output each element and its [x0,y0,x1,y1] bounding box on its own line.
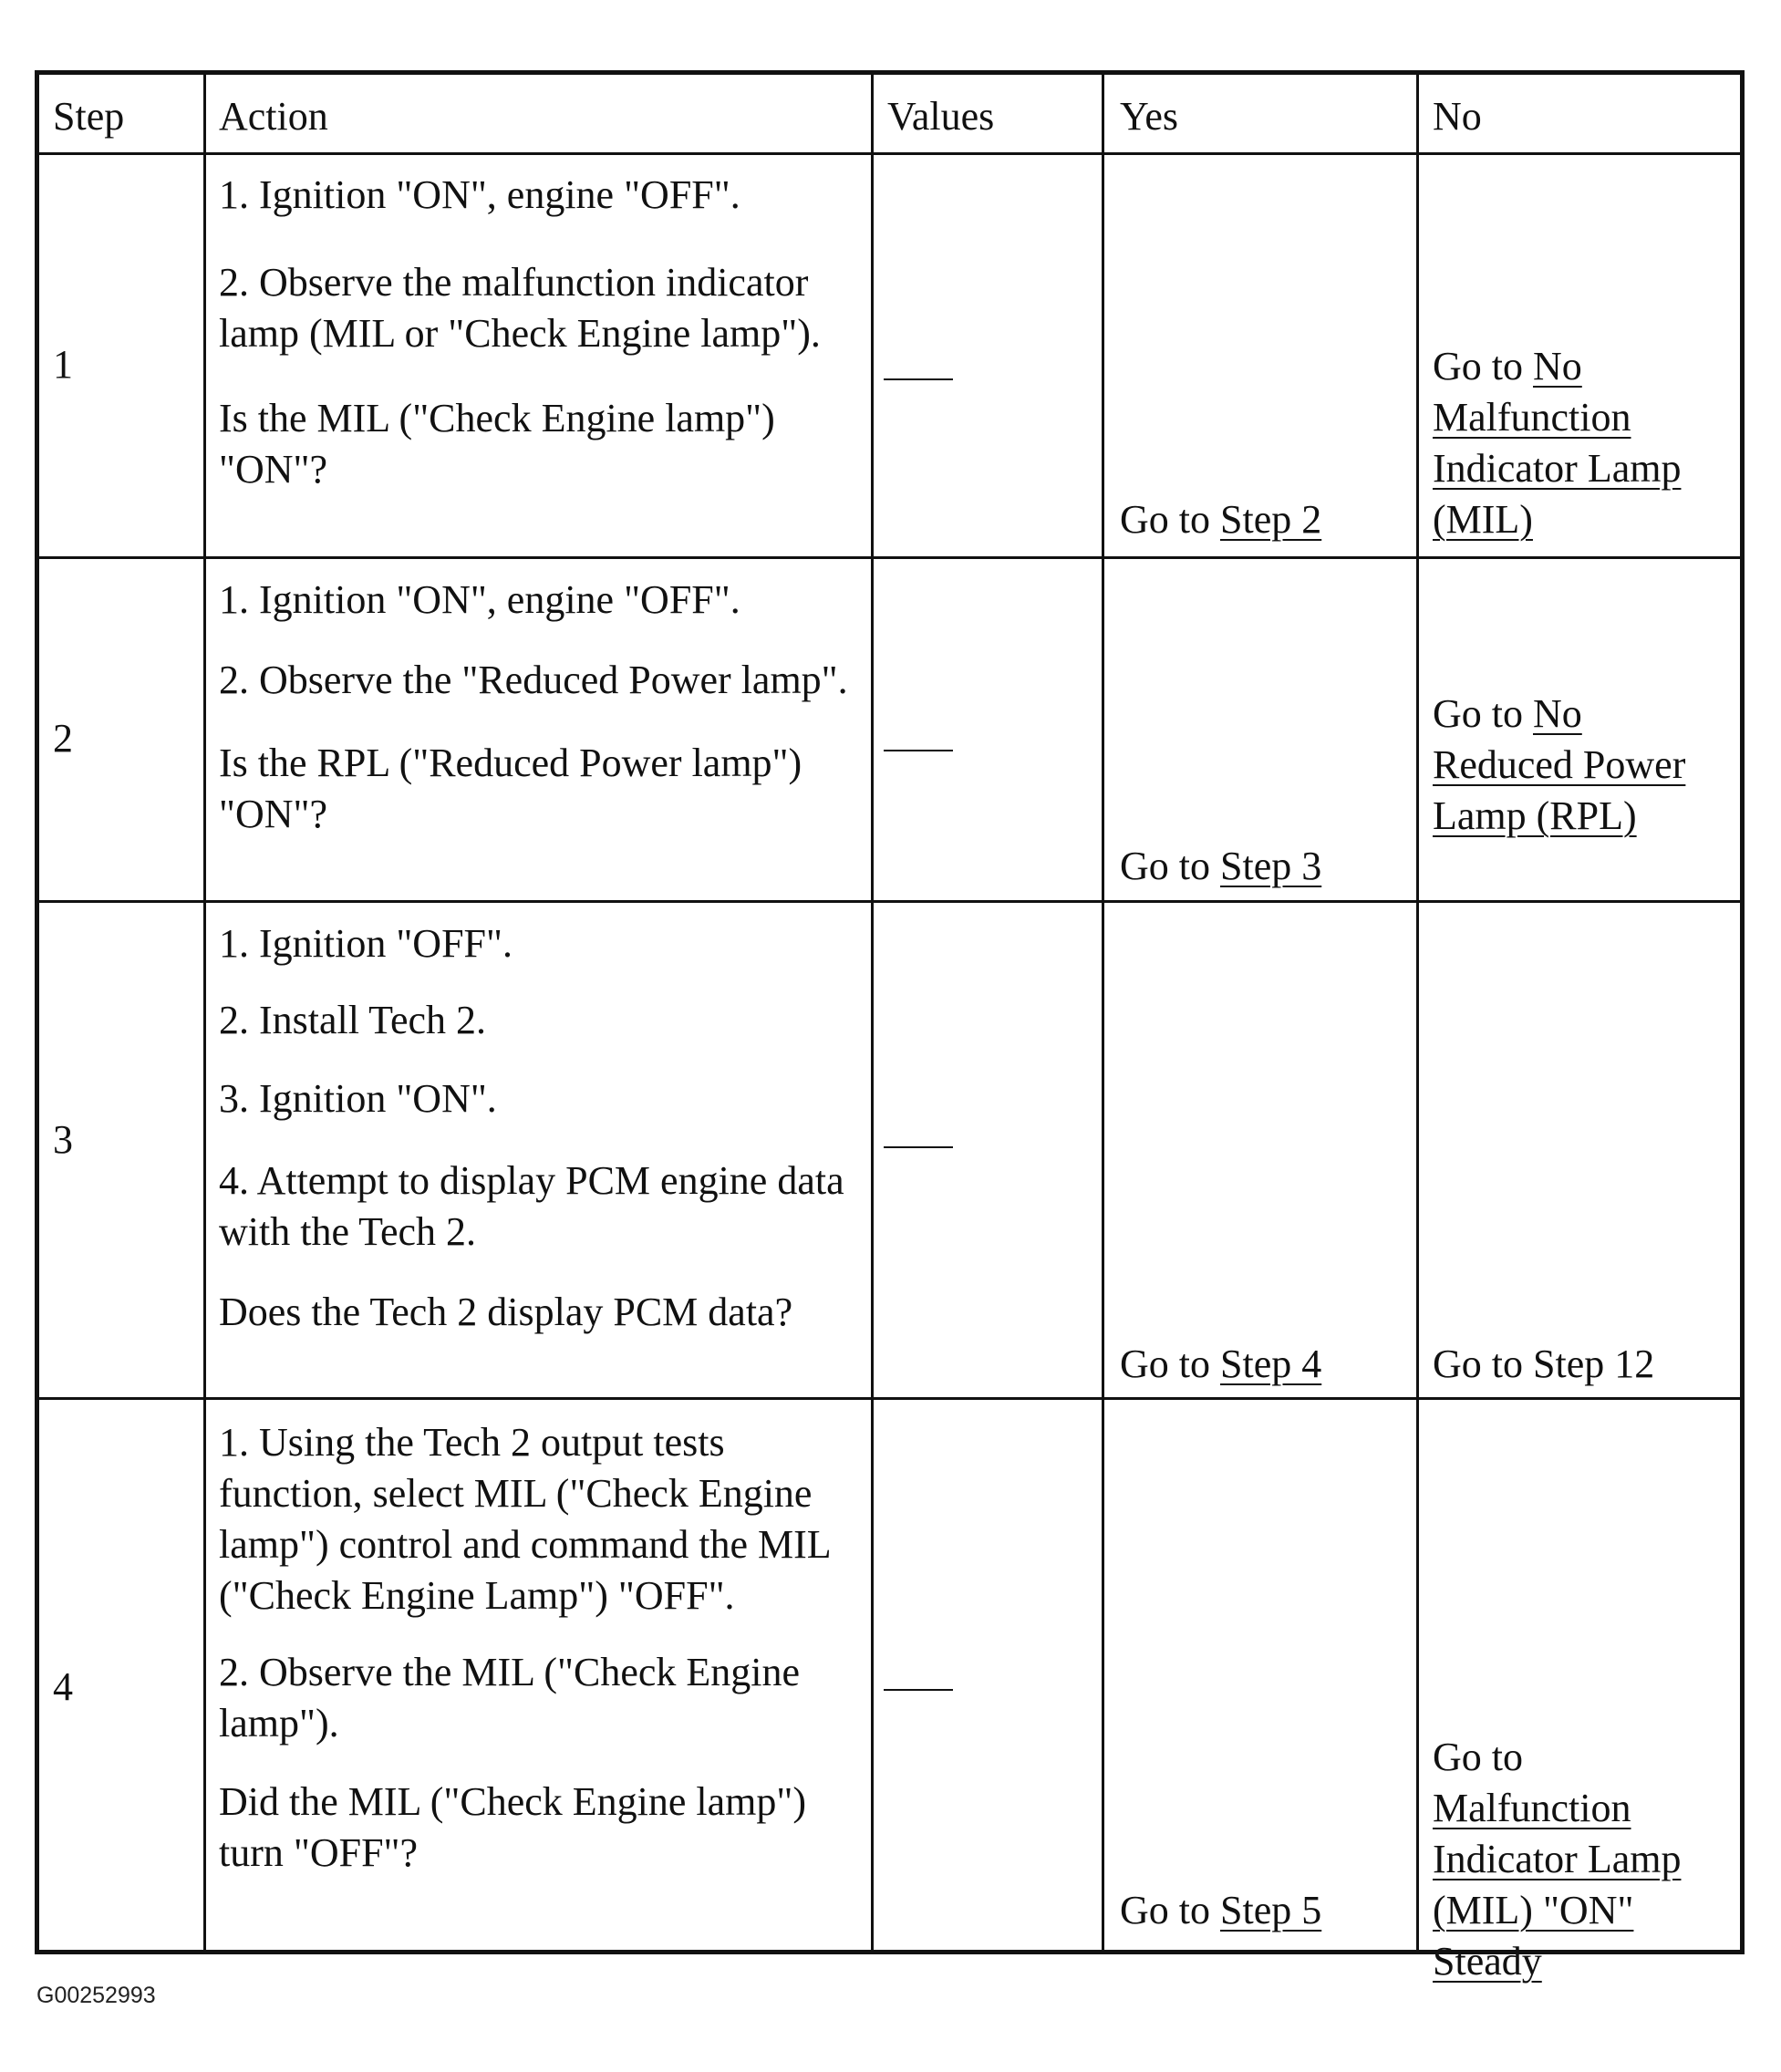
action-line: 3. Ignition "ON". [219,1076,497,1121]
action-line: 1. Ignition "ON", engine "OFF". [219,577,740,622]
yes-link[interactable]: Step 3 [1220,844,1322,888]
row-divider [39,900,1740,903]
yes-cell [1120,841,1321,892]
no-value-dash [884,378,953,380]
yes-link[interactable]: Step 4 [1220,1342,1322,1386]
no-prefix: Go to [1433,691,1533,736]
no-link[interactable]: Malfunction Indicator Lamp (MIL) "ON" Steady [1433,1786,1682,1984]
action-line: 1. Using the Tech 2 output tests function, select MIL ("Check Engine lamp") control and command the MIL ("Check Engine Lamp") "OFF". [219,1420,831,1618]
figure-code: G00252993 [36,1983,156,2008]
yes-cell [1120,1885,1321,1936]
action-question: Is the MIL ("Check Engine lamp") "ON"? [219,396,775,492]
row-divider [39,152,1740,155]
no-cell [1433,1732,1734,1987]
no-link[interactable]: No Malfunction Indicator Lamp (MIL) [1433,344,1682,542]
yes-link[interactable]: Step 2 [1220,497,1322,542]
yes-link[interactable]: Step 5 [1220,1888,1322,1932]
no-value-dash [884,750,953,751]
no-cell [1433,689,1706,842]
step-number: 1 [53,342,73,387]
no-cell [1433,341,1743,545]
col-divider [871,75,874,1950]
action-line: 1. Ignition "ON", engine "OFF". [219,172,740,217]
action-line: 2. Observe the MIL ("Check Engine lamp"). [219,1650,801,1746]
no-prefix: Go to [1433,344,1533,388]
yes-prefix: Go to [1120,1888,1220,1932]
yes-prefix: Go to [1120,1342,1220,1386]
col-divider [1102,75,1104,1950]
action-line: 1. Ignition "OFF". [219,921,513,966]
yes-prefix: Go to [1120,497,1220,542]
col-divider [1416,75,1419,1950]
no-value-dash [884,1689,953,1691]
header-no: No [1433,94,1482,139]
action-cell [219,918,857,1338]
action-line: 2. Observe the malfunction indicator lamp (MIL or "Check Engine lamp"). [219,260,821,356]
step-number: 3 [53,1117,73,1162]
action-question: Did the MIL ("Check Engine lamp") turn "OFF"? [219,1779,807,1875]
row-divider [39,556,1740,559]
header-values: Values [887,94,995,139]
no-text: Go to Step 12 [1433,1342,1655,1386]
diagnostic-table [35,70,1745,1984]
action-line: 2. Install Tech 2. [219,998,487,1042]
action-line: 4. Attempt to display PCM engine data with the Tech 2. [219,1158,844,1254]
step-number: 2 [53,716,73,761]
no-cell [1433,1339,1654,1390]
action-line: 2. Observe the "Reduced Power lamp". [219,658,848,702]
action-cell [219,170,857,495]
header-step: Step [53,94,125,139]
action-cell [219,575,857,840]
action-question: Is the RPL ("Reduced Power lamp") "ON"? [219,741,802,836]
no-value-dash [884,1146,953,1148]
col-divider [203,75,206,1950]
no-prefix: Go to [1433,1735,1523,1779]
no-link[interactable]: No Reduced Power Lamp (RPL) [1433,691,1686,838]
yes-cell [1120,1339,1321,1390]
header-yes: Yes [1120,94,1179,139]
yes-prefix: Go to [1120,844,1220,888]
action-question: Does the Tech 2 display PCM data? [219,1290,793,1334]
row-divider [39,1397,1740,1400]
yes-cell [1120,494,1321,545]
header-action: Action [219,94,328,139]
action-cell [219,1417,857,1879]
step-number: 4 [53,1664,73,1709]
